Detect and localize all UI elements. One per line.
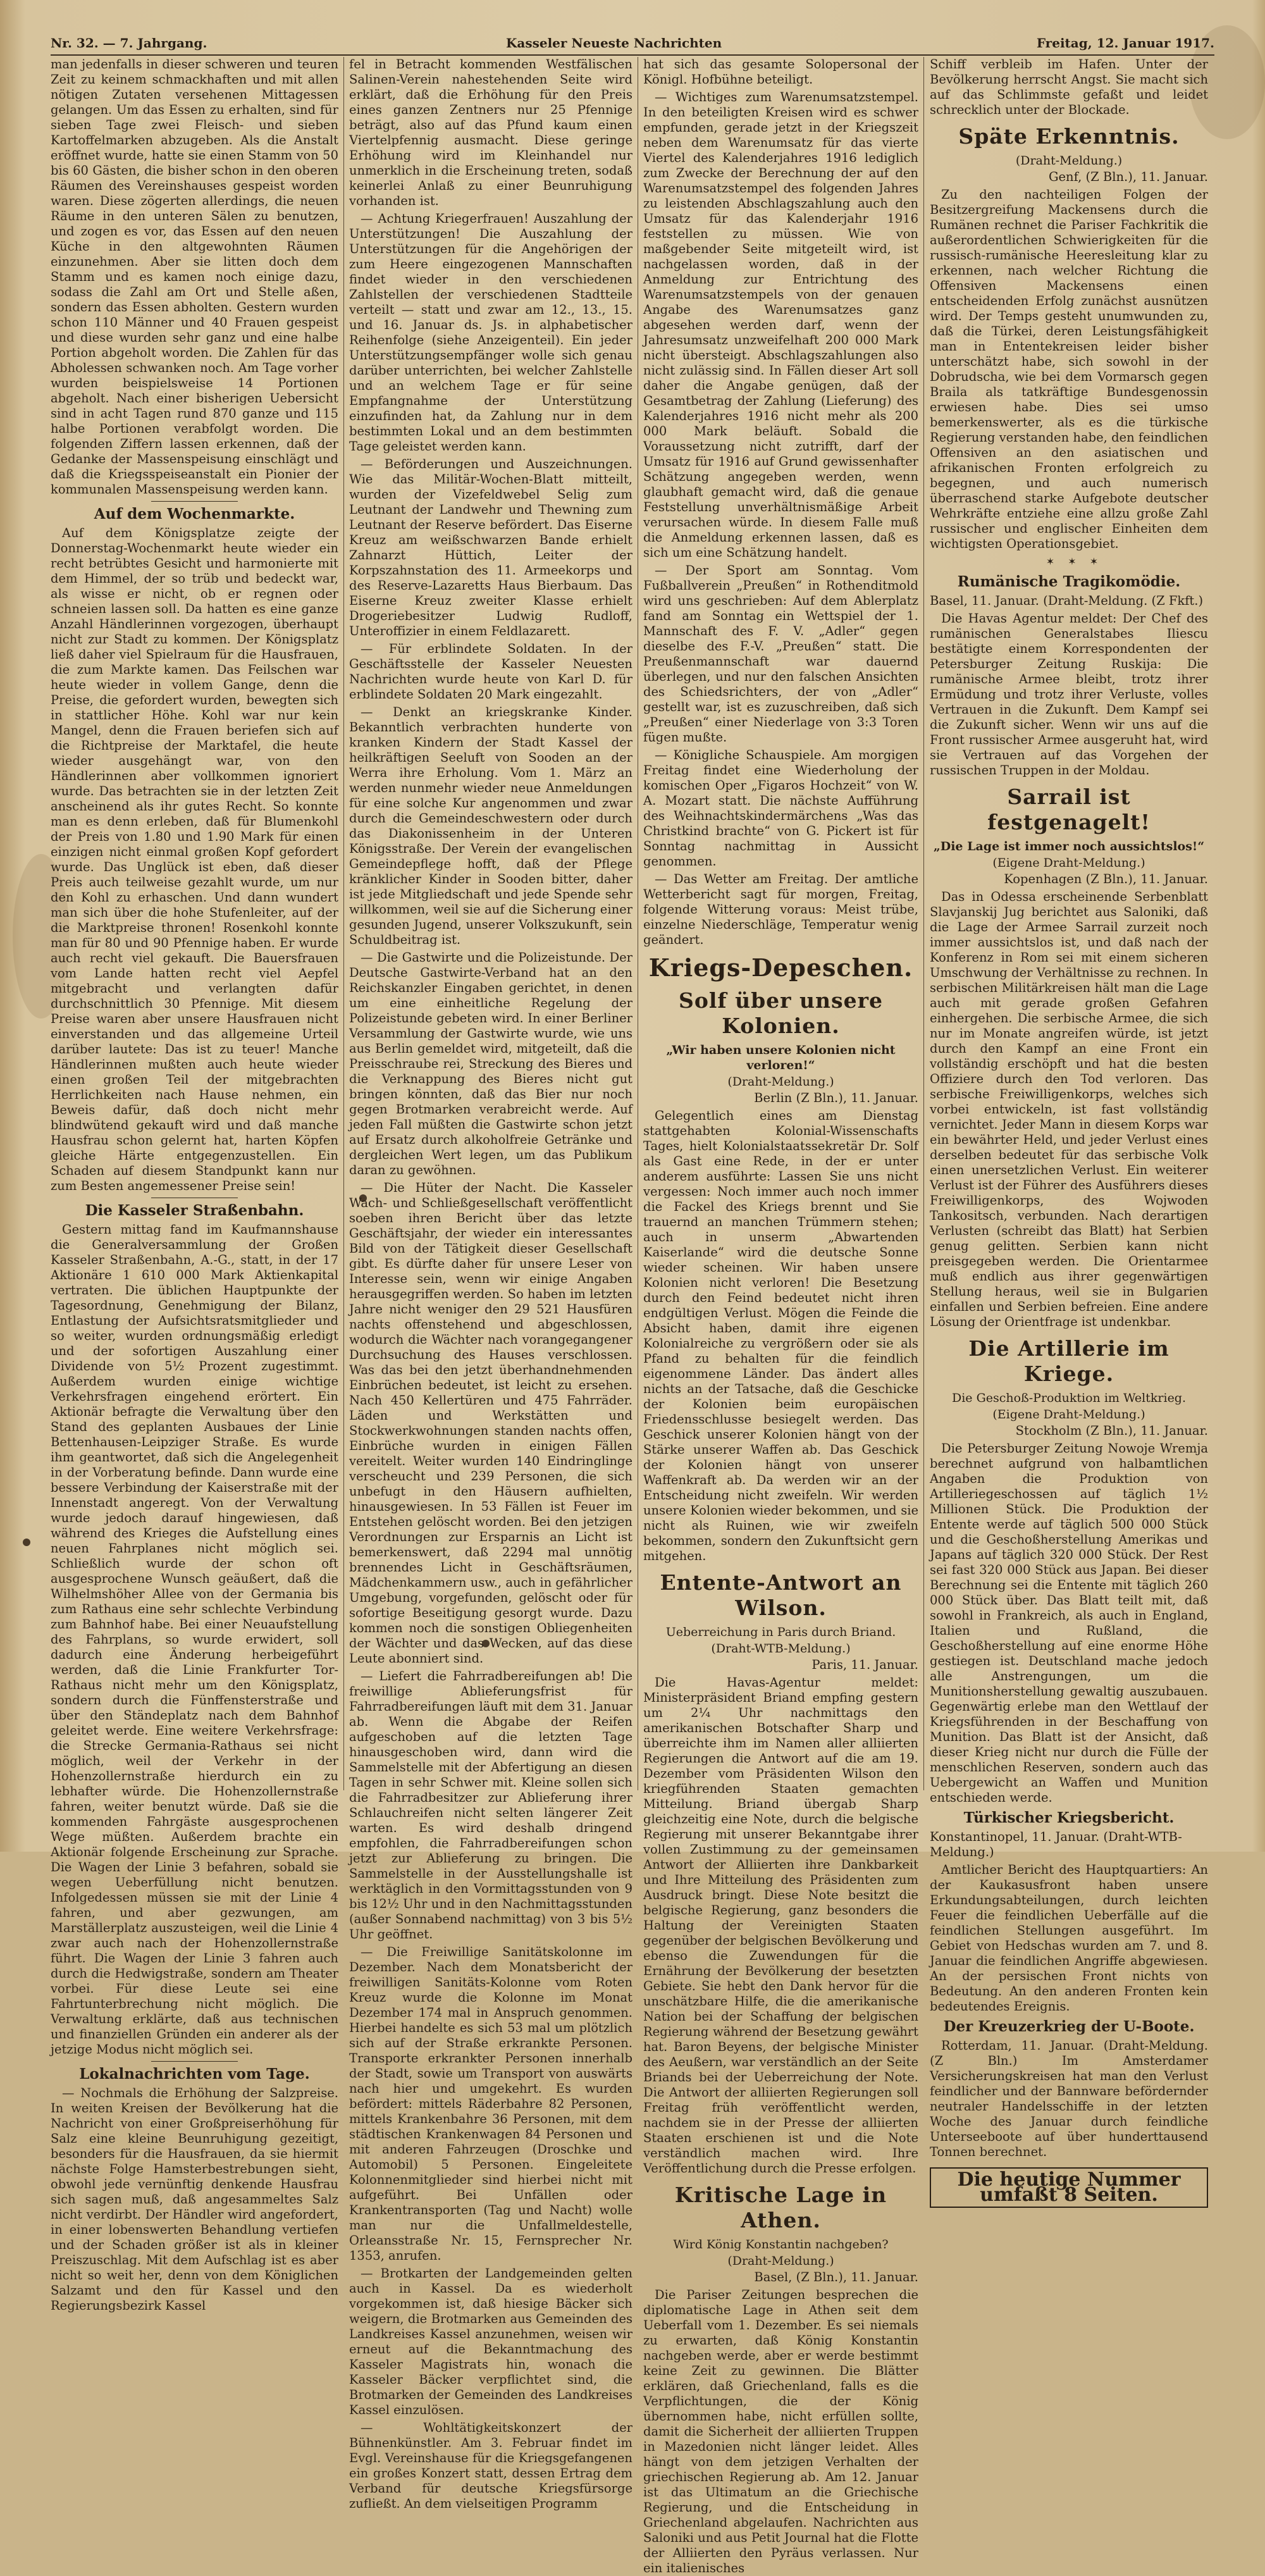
column-divider [343,57,344,1790]
column-2 [349,57,632,2511]
subheadline: Die Geschoß-Produktion im Weltkrieg. [951,1391,1187,1405]
separator [151,2061,238,2062]
article-text: Amtlicher Bericht des Hauptquartiers: An der Kaukasusfront haben unsere Erkundungsabteilungen, durch leichten Feuer die feindlichen Ueberfälle auf die feindlichen Stellungen ausgeführt. Im Gebiet von Hedschas wurden am 7. und 8. Januar die feindlichen Angriffe abgewiesen. An der persischen Front nichts von Bedeutung. An den anderen Fronten kein bedeutendes Ereignis. [930,1862,1208,2014]
column-4 [930,57,1208,2206]
source-line: (Draht-Meldung.) [727,2254,834,2268]
separator [151,501,238,502]
headline-entente-antwort: Entente-Antwort an Wilson. [660,1570,902,1620]
article-text: — Der Sport am Sonntag. Vom Fußballverein „Preußen“ in Rothenditmold wird uns geschrieben: Auf dem Ablerplatz fand am Sonntag ein Wettspiel der 1. Mannschaft des F. V. „Adler“ gegen dieselbe des F.-V. „Preußen“ statt. Die Preußenmannschaft war dauernd überlegen, und nur den falschen Ansichten des Schiedsrichters, der von „Adler“ gestellt war, ist es zuzuschreiben, daß sich „Preußen“ einer Niederlage von 3:3 Toren fügen mußte. [643,563,918,745]
dateline: Basel, 11. Januar. (Draht-Meldung. (Z Fkft.) [930,593,1204,608]
source-line: (Eigene Draht-Meldung.) [992,1408,1145,1421]
headline-wochenmarkt: Auf dem Wochenmarkte. [94,505,295,523]
article-text: Die Petersburger Zeitung Nowoje Wremja berechnet aufgrund von halbamtlichen Angaben die Produktion von Artilleriegeschossen auf täglich 1½ Millionen Stück. Die Produktion der Entente werde auf täglich 500 000 Stück und die Geschoßherstellung Amerikas und Japans auf täglich 320 000 Stück. Der Rest sei fast 320 000 Stück aus Japan. Bei dieser Berechnung sei die Entente mit täglich 260 000 Stück über. Das Blatt teilt mit, daß sowohl in Frankreich, als auch in England, Italien und Rußland, die Geschoßherstellung auf eine enorme Höhe gestiegen ist. Deutschland mache jedoch alle Anstrengungen, um die Munitionsherstellung gewaltig auszubauen. Gegenwärtig erlebe man den Wettlauf der Kriegsführenden in der Beschaffung von Munition. Das Blatt ist der Ansicht, daß dieser Krieg nicht nur durch die Fülle der menschlichen Reserven, sondern auch das Uebergewicht an Waffen und Munition entschieden werde. [930,1441,1208,1805]
headline-tragikomoedie: Rumänische Tragikomödie. [957,573,1181,590]
article-text: Auf dem Königsplatze zeigte der Donnerstag-Wochenmarkt heute wieder ein recht betrübtes Gesicht und harmonierte mit dem Himmel, der so trüb und bedeckt war, als wisse er nicht, ob er regnen oder schneien lassen soll. Da hatten es eine ganze Anzahl Händlerinnen vorgezogen, überhaupt nicht zur Stadt zu kommen. Der Königsplatz ließ daher viel Spielraum für die Hausfrauen, die zum Markte kamen. Das Feilschen war heute wieder in vollem Gange, denn die Preise, die gefordert wurden, bewegten sich in stattlicher Höhe. Kohl war nur kein Mangel, denn die Frauen beriefen sich auf die Richtpreise der Marktafel, die heute wieder ausgehängt war, von den Händlerinnen aber vollkommen ignoriert wurde. Das betrachten sie in der letzten Zeit anscheinend als ihr gutes Recht. So konnte man es denn erleben, daß für Blumenkohl der Preis von 1.80 und 1.90 Mark für einen einzigen nicht einmal großen Kopf gefordert wurde. Das Unglück ist eben, daß dieser Preis auch teilweise gezahlt wurde, um nur den Kohl zu erhaschen. Und dann wundert man sich über die hohe Stufenleiter, auf der die Marktpreise thronen! Rosenkohl konnte man für 80 und 90 Pfennige haben. Er wurde auch recht viel gekauft. Die Bauersfrauen vom Lande hatten recht viel Aepfel mitgebracht und verlangten dafür durchschnittlich 30 Pfennige. Mit diesem Preise waren aber unsere Hausfrauen nicht einverstanden und das allgemeine Urteil darüber lautete: Das ist zu teuer! Manche Händlerinnen mußten auch heute wieder einen großen Teil der mitgebrachten Herrlichkeiten nach Hause nehmen, ein Beweis dafür, daß doch nicht mehr blindwütend gekauft wird und daß manche Hausfrau schon gelernt hat, harten Köpfen gleiche Härte entgegenzustellen. Ein Schaden auf diesem Standpunkt kann nur zum Besten angemessener Preise sein! [51,526,338,1193]
subheadline: „Wir haben unsere Kolonien nicht verloren!“ [666,1043,896,1072]
headline-tuerkischer-bericht: Türkischer Kriegsbericht. [963,1809,1175,1826]
article-text: Gelegentlich eines am Dienstag stattgehabten Kolonial-Wissenschafts Tages, hielt Kolonialstaatssekretär Dr. Solf als Gast eine Rede, in der er unter anderem ausführte: Lassen Sie uns nicht vergessen: Noch immer auch noch immer die Fackel des Kriegs brennt und Sie trauernd an manchen Trümmern stehen; auch in unserm „Abwartenden Kaiserlande“ wird die deutsche Sonne wieder scheinen. Wir haben unsere Kolonien nicht verloren! Die Besetzung durch den Feind bedeutet nicht ihren endgültigen Verlust. Mögen die Feinde die Absicht haben, damit ihre eigenen Kolonialreiche zu vergrößern oder sie als Pfand zu behalten für die feindlich eigenommene Länder. Das ändert alles nichts an der Tatsache, daß die Geschicke der Kolonien beim europäischen Friedensschlusse besiegelt werden. Das Geschick unserer Kolonien hängt von der Stärke unserer Waffen ab. Das Geschick der Kolonien hängt von unserer Waffenkraft ab. Da werden wir an der Entscheidung nicht zweifeln. Wir werden unsere Kolonien wieder bekommen, und sie nicht als Ruinen, wie wir zweifeln bekommen, sondern den Zukunftsicht gern mitgehen. [643,1108,918,1563]
issue-date: Freitag, 12. Januar 1917. [1036,35,1214,51]
article-text: — Nochmals die Erhöhung der Salzpreise. In weiten Kreisen der Bevölkerung hat die Nachricht von einer Großpreiserhöhung für Salz eine kleine Beunruhigung gezeitigt, besonders für die Hausfrauen, da sie hiermit nächste Folge Hamsterbestrebungen sieht, obwohl jede vernünftig denkende Hausfrau sich sagen muß, daß angesammeltes Salz nicht verdirbt. Der Händler wird angefordert, in einer lobenswerten Behandlung vertiefen und der Schaden größer ist als in kleiner Preiszuschlag. Mit dem Aufschlag ist es aber nicht so weit her, denn von dem Königlichen Salzamt und den für Kassel und den Regierungsbezirk Kassel [51,2086,338,2313]
column-3 [643,57,918,2575]
headline-lokalnachrichten: Lokalnachrichten vom Tage. [79,2065,310,2083]
article-text: — Die Hüter der Nacht. Die Kasseler Wach- und Schließgesellschaft veröffentlicht soeben ihren Bericht über das letzte Geschäftsjahr, der wieder ein interessantes Bild von der Tätigkeit dieser Gesellschaft gibt. Es dürfte daher für unsere Leser von Interesse sein, wenn wir einige Angaben herausgegriffen werden. So haben im letzten Jahre nicht weniger den 29 521 Hausfüren nachts offenstehend und abgeschlossen, wodurch die Wächter nach vorangegangener Durchsuchung des Hauses verschlossen. Was das bei den jetzt überhandnehmenden Einbrüchen bedeutet, ist leicht zu ersehen. Nach 450 Kellertüren und 475 Fahrräder. Läden und Werkstätten und Stockwerkwohnungen standen nachts offen, Einbrüche wurden in einigen Fällen vereitelt. Weiter wurden 140 Eindringlinge verscheucht und 239 Personen, die sich unbefugt in den Häusern aufhielten, hinausgewiesen. In 53 Fällen ist Feuer im Entstehen gelöscht worden. Bei den jetzigen Verordnungen zur Ersparnis an Licht ist bemerkenswert, daß 2294 mal unnötig brennendes Licht in Geschäftsräumen, Mädchenkammern usw., auch in gefährlicher Umgebung, vorgefunden, gelöscht oder für sofortige Beseitigung gesorgt wurde. Dazu kommen noch die sonstigen Obliegenheiten der Wächter und das Wecken, auf das diese Leute abonniert sind. [349,1180,632,1666]
source-line: (Draht-Meldung.) [727,1075,834,1089]
article-text: Das in Odessa erscheinende Serbenblatt Slavjanskij Jug berichtet aus Saloniki, daß die Lage der Armee Sarrail zurzeit noch immer aussichtslos ist, und daß nach der Konferenz in Rom sei mit einem sicheren Umschwung der Verhältnisse zu rechnen. In serbischen Militärkreisen hält man die Lage auch mit gerade großen Gefahren einhergehen. Die serbische Armee, die sich nur im Monate angreifen würde, ist jetzt durch den Kampf an eine Front ein vollständig erschöpft und hat die besten Offiziere durch den Tod verloren. Das serbische Freiwilligenkorps, welches sich vorbei entwickeln, ist fast vollständig vernichtet. Jeder Mann in diesem Korps war ein bewährter Held, und jeder Verlust eines derselben bedeutet für das serbische Volk einen unersetzlichen Verlust. Ein weiterer Verlust ist der Führer des Ausführers dieses Freiwilligenkorps, des Wojwoden Tankositsch, verbunden. Nach derartigen Verlusten (schreibt das Blatt) hat Serbien genug gelitten. Serbien kann nicht preisgegeben werden. Die Orientarmee muß endlich aus ihrer gegenwärtigen Stellung heraus, weil sie in Bulgarien einfallen und Serbien befreien. Eine andere Lösung der Orientfrage ist undenkbar. [930,889,1208,1329]
issue-number: Nr. 32. — 7. Jahrgang. [51,35,207,51]
headline-kriegs-depeschen: Kriegs-Depeschen. [648,953,913,982]
article-text: Rotterdam, 11. Januar. (Draht-Meldung. (Z Bln.) Im Amsterdamer Versicherungskreisen hat man den Verlust feindlicher und der Bannware befördernder neutraler Handelsschiffe in der letzten Woche des Januar durch feindliche Unterseeboote auf über hunderttausend Tonnen berechnet. [930,2038,1208,2159]
headline-uboote: Der Kreuzerkrieg der U-Boote. [943,2018,1195,2035]
article-text: Die Havas-Agentur meldet: Ministerpräsident Briand empfing gestern um 2¼ Uhr nachmittags den amerikanischen Botschafter Sharp und überreichte ihm im Namen aller alliierten Regierungen die Antwort auf die am 19. Dezember vom Präsidenten Wilson den kriegführenden Staaten gemachten Mitteilung. Briand übergab Sharp gleichzeitig eine Note, durch die belgische Regierung mit unserer Bekanntgabe ihrer vollen Zustimmung zu der gemeinsamen Antwort der Alliierten ihre Dankbarkeit und Ihre Mitteilung des Präsidenten zum Ausdruck bringt. Diese Note besitzt die belgische Regierung, ganz besonders die Haltung der Vereinigten Staaten gegenüber der belgischen Bevölkerung und ebenso die Zuwendungen für die Ernährung der Bevölkerung der besetzten Gebiete. Sie hebt den Dank hervor für die unschätzbare Hilfe, die die amerikanische Nation bei der Schaffung der belgischen Regierung während der Besetzung gewährt hat. Baron Beyens, der belgische Minister des Aeußern, war verständlich an der Seite Briands bei der Ueberreichung der Note. Die Antwort der alliierten Regierungen soll Freitag früh veröffentlicht werden, nachdem sie in der Presse der alliierten Staaten erschienen ist und die Note verständlich machen wird. Ihre Veröffentlichung durch die Presse erfolgen. [643,1675,918,2176]
page-count-notice: Die heutige Nummer umfaßt 8 Seiten. [930,2167,1208,2208]
article-text: — Wichtiges zum Warenumsatzstempel. In den beteiligten Kreisen wird es schwer empfunden, gerade jetzt in der Kriegszeit neben dem Warenumsatz für das vierte Viertel des Kalenderjahres 1916 lediglich zum Zwecke der Berechnung der auf den Warenumsatzstempel des folgenden Jahres zu leistenden Abschlagszahlung auch den Umsatz für das Kalenderjahr 1916 feststellen zu müssen. Wie von maßgebender Seite mitgeteilt wird, ist nachgelassen worden, daß in der Anmeldung zur Entrichtung des Warenumsatzstempels von der genauen Angabe des Warenumsatzes ganz abgesehen werden darf, wenn der Jahresumsatz unzweifelhaft 200 000 Mark nicht übersteigt. Abschlagszahlungen also nicht zulässig sind. In Fällen dieser Art soll daher die Angabe genügen, daß der Gesamtbetrag der Zahlung (Lieferung) des Kalenderjahres 1916 nicht mehr als 200 000 Mark beläuft. Sobald die Voraussetzung nicht zutrifft, darf der Umsatz für 1916 auf Grund gewissenhafter Schätzung angegeben werden, wenn glaubhaft gemacht wird, daß die genaue Feststellung unverhältnismäßige Arbeit verursachen würde. In diesem Falle muß die Anmeldung erkennen lassen, daß es sich um eine Schätzung handelt. [643,90,918,560]
dateline: Konstantinopel, 11. Januar. (Draht-WTB-Meldung.) [930,1830,1182,1859]
ornament-stars: ✶ ✶ ✶ [1046,555,1104,567]
article-text: — Wohltätigkeitskonzert der Bühnenkünstler. Am 3. Februar findet im Evgl. Vereinshause für die Kriegsgefangenen ein großes Konzert statt, dessen Ertrag dem Verband für deutsche Kriegsfürsorge zufließt. An dem vielseitigen Programm [349,2420,632,2511]
headline-strassenbahn: Die Kasseler Straßenbahn. [85,1202,304,1219]
headline-spaete-erkenntnis: Späte Erkenntnis. [958,124,1180,149]
dateline: Paris, 11. Januar. [811,1657,918,1672]
column-1 [51,57,338,2313]
article-text: fel in Betracht kommenden Westfälischen Salinen-Verein nahestehenden Seite wird erklärt, daß die Erhöhung für den Preis eines ganzen Zentners nur 25 Pfennige beträgt, also auf das Pfund kaum einen Viertelpfennig ausmacht. Diese geringe Erhöhung wird im Kleinhandel nur unmerklich in die Erscheinung treten, sodaß keinerlei Anlaß zu einer Beunruhigung vorhanden ist. [349,57,632,208]
article-text: — Königliche Schauspiele. Am morgigen Freitag findet eine Wiederholung der komischen Oper „Figaros Hochzeit“ von W. A. Mozart statt. Die nächste Aufführung des Weihnachtskindermärchens „Was das Christkind brachte“ von G. Pickert ist für Sonntag nachmittag in Aussicht genommen. [643,748,918,869]
headline-sarrail: Sarrail ist festgenagelt! [987,784,1151,834]
subheadline: Wird König Konstantin nachgeben? [673,2238,889,2251]
article-text: — Die Freiwillige Sanitätskolonne im Dezember. Nach dem Monatsbericht der freiwilligen Sanitäts-Kolonne vom Roten Kreuz wurde die Kolonne im Monat Dezember 174 mal in Anspruch genommen. Hierbei handelte es sich 53 mal um plötzlich sich auf der Straße erkrankte Personen. Transporte erkrankter Personen innerhalb der Stadt, sowie um Transport von auswärts nach hier und umgekehrt. Es wurden befördert: mittels Räderbahre 82 Personen, mittels Krankenbahre 36 Personen, mit dem städtischen Krankenwagen 84 Personen und mit anderen Fahrzeugen (Droschke und Automobil) 5 Personen. Eingeleitete Kolonnenmitglieder sind hierbei nicht mit aufgeführt. Bei Unfällen oder Krankentransporten (Tag und Nacht) wolle man nur die Unfallmeldestelle, Orleansstraße Nr. 15, Fernsprecher Nr. 1353, anrufen. [349,1945,632,2263]
article-text: — Denkt an kriegskranke Kinder. Bekanntlich verbrachten hunderte von kranken Kindern der Stadt Kassel der heilkräftigen Seeluft von Sooden an der Werra ihre Erholung. Vom 1. März an werden nunmehr wieder neue Anmeldungen für eine solche Kur angenommen und zwar durch die Gemeindeschwestern oder durch das Diakonissenheim in der Unteren Königsstraße. Der Verein der evangelischen Gemeindepflege hofft, daß der Pflege kränklicher Kinder in Sooden bitter, daher ist jede Mitgliedschaft und jede Spende sehr willkommen, weil sie auf die Sicherung einer gesunden Jugend, unserer Volkszukunft, sein Schuldbeitrag ist. [349,705,632,947]
article-text: Gestern mittag fand im Kaufmannshause die Generalversammlung der Großen Kasseler Straßenbahn, A.-G., statt, in der 17 Aktionäre 1 610 000 Mark Aktienkapital vertraten. Die üblichen Hauptpunkte der Tagesordnung, Genehmigung der Bilanz, Entlastung der Aufsichtsratsmitglieder und so weiter, wurden ordnungsmäßig erledigt und der sofortigen Auszahlung einer Dividende von 5½ Prozent zugestimmt. Außerdem wurden einige wichtige Verkehrsfragen eingehend erörtert. Ein Aktionär befragte die Verwaltung über den Stand des geplanten Ausbaues der Linie Bettenhausen-Leipziger Straße. Es wurde ihm geantwortet, daß sich die Angelegenheit in der Vorberatung befinde. Dann wurde eine bessere Verbindung der Kaiserstraße mit der Innenstadt angeregt. Von der Verwaltung wurde jedoch darauf hingewiesen, daß während des Krieges die Aufstellung eines neuen Fahrplanes nicht möglich sei. Schließlich wurde der schon oft ausgesprochene Wunsch geäußert, daß die Wilhelmshöher Allee von der Germania bis zum Rathaus eine sehr schlechte Verbindung zum Bahnhof habe. Bei einer Neuaufstellung des Fahrplans, so wurde erwidert, soll dadurch eine Änderung herbeigeführt werden, daß die Linie Frankfurter Tor-Rathaus nicht mehr um den Königsplatz, sondern durch die Fünffensterstraße und über den Ständeplatz nach dem Bahnhof geleitet werde. Eine weitere Verkehrsfrage: die Strecke Germania-Rathaus sei nicht möglich, weil der Verkehr in der Hohenzollernstraße hierdurch ein zu lebhafter würde. Die Hohenzollernstraße fahren, weiter benutzt würde. Daß sie die kommenden Fahrgäste ausgesprochenen Wege müßten. Außerdem brachte ein Aktionär folgende Erscheinung zur Sprache. Die Wagen der Linie 3 befahren, sobald sie wegen Ueberfüllung nicht benutzen. Infolgedessen müssen sie mit der Linie 4 fahren, und aber gezwungen, am Marställerplatz auszusteigen, weil die Linie 4 zwar auch nach der Hohenzollernstraße führt. Die Wagen der Linie 3 fahren auch durch die Hedwigstraße, sondern am Theater vorbei. Für diese Leute sei eine Fahrtunterbrechung nicht möglich. Die Verwaltung erklärte, daß aus technischen und finanziellen Gründen ein anderer als der jetzige Modus nicht möglich sei. [51,1222,338,2057]
article-text: hat sich das gesamte Solopersonal der Königl. Hofbühne beteiligt. [643,57,918,87]
source-line: (Eigene Draht-Meldung.) [992,856,1145,870]
headline-athen: Kritische Lage in Athen. [674,2183,887,2232]
article-text: — Für erblindete Soldaten. In der Geschäftsstelle der Kasseler Neuesten Nachrichten wurde heute von Karl D. für erblindete Soldaten 20 Mark eingezahlt. [349,641,632,702]
article-text: man jedenfalls in dieser schweren und teuren Zeit zu keinem schmackhaften und mit allen nötigen Zutaten versehenen Mittagessen gelangen. Um das Essen zu erhalten, sind für sieben Tage zwei Fleisch- und sieben Kartoffelmarken abzugeben. Als die Anstalt eröffnet wurde, hatte sie einen Stamm von 50 bis 60 Gästen, die bisher schon in den oberen Räumen des Vereinshauses gespeist worden waren. Diese zögerten allerdings, die neuen Räume in den unteren Sälen zu benutzen, und zogen es vor, das Essen auf den neuen Küche in den altgewohnten Räumen einzunehmen. Aber sie litten doch dem Stamm und es kamen noch einige dazu, sodass die Zahl am Ort und Stelle aßen, sondern das Essen abholten. Gestern wurden schon 110 Männer und 40 Frauen gespeist und diese wurden sehr ganz und eine halbe Portion abgeholt worden. Die Zahlen für das Abholessen schwanken noch. Am Tage vorher wurden beispielsweise 14 Portionen abgeholt. Nach einer bisherigen Uebersicht sind in acht Tagen rund 870 ganze und 115 halbe Portionen verabfolgt worden. Die folgenden Ziffern lassen erkennen, daß der Gedanke der Massenspeisung einschlägt und daß die Kriegsspeiseanstalt ein Pionier der kommunalen Massenspeisung werden kann. [51,57,338,497]
headline-solf: Solf über unsere Kolonien. [679,988,883,1038]
dateline: Genf, (Z Bln.), 11. Januar. [1048,170,1208,184]
masthead-title: Kasseler Neueste Nachrichten [506,35,722,51]
punch-hole [23,1539,30,1546]
subheadline: „Die Lage ist immer noch aussichtslos!“ [933,839,1205,853]
dateline: Berlin (Z Bln.), 11. Januar. [754,1091,918,1105]
page-header [51,33,1214,56]
dateline: Stockholm (Z Bln.), 11. Januar. [1015,1423,1208,1438]
dateline: Basel, (Z Bln.), 11. Januar. [754,2270,918,2284]
article-text: — Die Gastwirte und die Polizeistunde. Der Deutsche Gastwirte-Verband hat an den Reichskanzler Eingaben gerichtet, in denen um eine einheitliche Regelung der Polizeistunde gebeten wird. In einer Berliner Versammlung der Gastwirte wurde, wie uns aus Berlin gemeldet wird, mitgeteilt, daß die Preisschraube rei, Streckung des Bieres und die Verknappung des Bieres nicht gut bringen könnten, daß das Bier nur noch gegen Brotmarken verabreicht werde. Auf jeden Fall müßten die Gastwirte schon jetzt auf Ersatz durch alkoholfreie Getränke und dergleichen Wert legen, um das Publikum daran zu gewöhnen. [349,950,632,1177]
article-text: Zu den nachteiligen Folgen der Besitzergreifung Mackensens durch die Rumänen rechnet die Pariser Fachkritik die außerordentlichen Schwierigkeiten für die russisch-rumänische Heeresleitung klar zu erkennen, nach welcher Richtung die Offensiven Mackensens einen entscheidenden Erfolg zunächst ausnützen wird. Der Temps gesteht unumwunden zu, daß die Türkei, deren Leistungsfähigkeit man in Ententekreisen leider bisher unterschätzt habe, sich sowohl in der Dobrudscha, wie bei dem Vormarsch gegen Braila als tatkräftige Bundesgenossin erwiesen habe. Dies sei umso bemerkenswerter, als es die türkische Regierung verstanden habe, den feindlichen Offensiven an den asiatischen und afrikanischen Fronten erfolgreich zu begegnen, und auch numerisch überraschend starke Aufgebote deutscher Wehrkräfte entziehe eine allzu große Zahl russischer und englischer Einheiten dem wichtigsten Operationsgebiet. [930,187,1208,551]
article-text: — Liefert die Fahrradbereifungen ab! Die freiwillige Ablieferungsfrist für Fahrradbereifungen läuft mit dem 31. Januar ab. Wenn die Abgabe der Reifen aufgeschoben auf die letzten Tage hinausgeschoben wird, dann wird die Sammelstelle mit der Abfertigung an diesen Tagen in sehr Schwer mit. Kleine sollen sich die Fahrradbesitzer zur Ablieferung ihrer Schlauchreifen nicht selten längerer Zeit warten. Es wird deshalb dringend empfohlen, die Fahrradbereifungen schon jetzt zur Ablieferung zu bringen. Die Sammelstelle in der Ausstellungshalle ist werktäglich in den Vormittagsstunden von 9 bis 12½ Uhr und in den Nachmittagsstunden (außer Sonnabend nachmittag) von 3 bis 5½ Uhr geöffnet. [349,1669,632,1941]
headline-artillerie: Die Artillerie im Kriege. [968,1336,1169,1386]
article-text: Die Havas Agentur meldet: Der Chef des rumänischen Generalstabes Iliescu bestätigte einem Korrespondenten der Petersburger Zeitung Ruskija: Die rumänische Armee bleibt, trotz ihrer Ermüdung und trotz ihrer Verluste, volles Vertrauen in die Zukunft. Dem Kampf sei die Zukunft sicher. Wenn wir uns auf die Front russischer Armee ausgeruht hat, wird sie Vertrauen auf das Vorgehen der russischen Truppen in der Moldau. [930,611,1208,777]
dateline: Kopenhagen (Z Bln.), 11. Januar. [1004,872,1208,886]
column-divider [923,57,924,1790]
article-text: Die Pariser Zeitungen besprechen die diplomatische Lage in Athen seit dem Ueberfall vom 1. Dezember. Es sei niemals zu erwarten, daß König Konstantin nachgeben werde, aber er werde bestimmt keine Zeit zu gewinnen. Die Blätter erklären, daß Griechenland, falls es die Verpflichtungen, die der König übernommen habe, nicht erfüllen sollte, damit die Sicherheit der alliierten Truppen in Mazedonien nicht länger leidet. Alles hängt von dem jetzigen Verhalten der griechischen Regierung ab. Am 12. Januar ist das Ultimatum an die Griechische Regierung, und die Entscheidung in Griechenland abgelaufen. Nachrichten aus Saloniki und aus Petit Journal hat die Flotte der Alliierten den Pyräus verlassen. Nur ein italienisches [643,2288,918,2575]
article-text: — Beförderungen und Auszeichnungen. Wie das Militär-Wochen-Blatt mitteilt, wurden der Vizefeldwebel Selig zum Leutnant der Landwehr und Thewning zum Leutnant der Reserve befördert. Das Eiserne Kreuz am weißschwarzen Bande erhielt Zahnarzt Hüttich, Leiter der Korpszahnstation des 11. Armeekorps und des Reserve-Lazaretts Haus Bierbaum. Das Eiserne Kreuz zweiter Klasse erhielt Drogeriebesitzer Ludwig Rudloff, Unteroffizier in einem Feldlazarett. [349,457,632,638]
article-text: Schiff verbleib im Hafen. Unter der Bevölkerung herrscht Angst. Sie macht sich auf das Schlimmste gefaßt und leidet schrecklich unter der Blockade. [930,57,1208,117]
source-line: (Draht-Meldung.) [1015,154,1123,168]
source-line: (Draht-WTB-Meldung.) [711,1642,851,1656]
subheadline: Ueberreichung in Paris durch Briand. [665,1625,896,1639]
article-text: — Das Wetter am Freitag. Der amtliche Wetterbericht sagt für morgen, Freitag, folgende Witterung voraus: Meist trübe, einzelne Niederschläge, Temperatur wenig geändert. [643,872,918,947]
article-text: — Brotkarten der Landgemeinden gelten auch in Kassel. Da es wiederholt vorgekommen ist, daß hiesige Bäcker sich weigern, die Brotmarken aus Gemeinden des Landkreises Kassel anzunehmen, weisen wir erneut auf die Bekanntmachung des Kasseler Magistrats hin, wonach die Kasseler Bäcker verpflichtet sind, die Brotmarken der Gemeinden des Landkreises Kassel einzulösen. [349,2266,632,2417]
article-text: — Achtung Kriegerfrauen! Auszahlung der Unterstützungen! Die Auszahlung der Unterstützungen für die Angehörigen der zum Heere eingezogenen Mannschaften findet wieder in den verschiedenen Zahlstellen der verschiedenen Stadtteile verteilt — statt und zwar am 12., 13., 15. und 16. Januar ds. Js. in alphabetischer Reihenfolge (siehe Anzeigenteil). Ein jeder Unterstützungsempfänger wolle sich genau darüber unterrichten, bei welcher Zahlstelle und an welchem Tage er für seine Empfangnahme der Unterstützung einzufinden hat, da Zahlung nur in dem bestimmten Lokal und an dem bestimmten Tage geleistet werden kann. [349,211,632,454]
